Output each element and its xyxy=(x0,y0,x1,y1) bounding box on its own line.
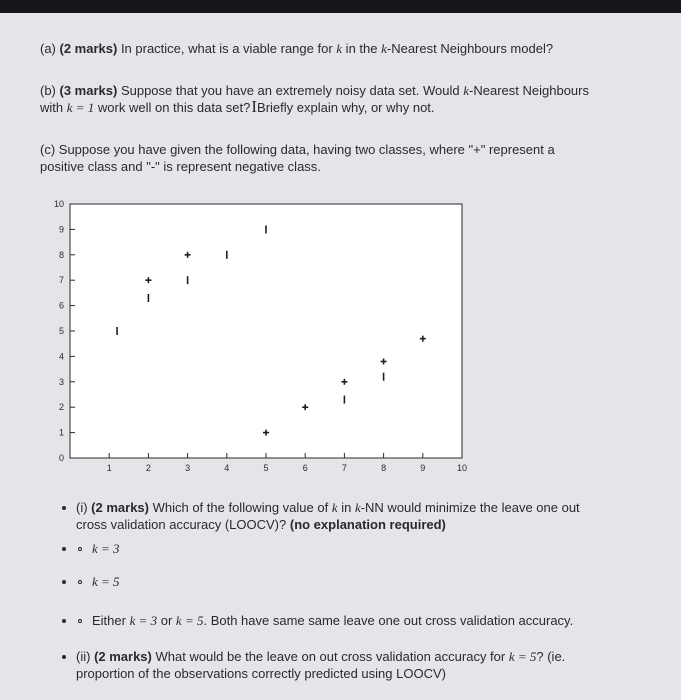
y-tick-label: 1 xyxy=(58,427,64,438)
y-tick-label: 6 xyxy=(58,300,64,311)
option-k5-label: k = 5 xyxy=(92,574,120,589)
radio-circle-icon[interactable] xyxy=(78,580,82,584)
y-tick-label: 3 xyxy=(58,376,64,387)
bullet-icon xyxy=(62,506,66,510)
x-tick-label: 5 xyxy=(263,463,269,473)
part-ii-keq: k = 5 xyxy=(508,649,537,664)
qa-k: k xyxy=(336,41,343,56)
part-i-label: (i) xyxy=(76,500,88,515)
question-a xyxy=(40,40,640,57)
qb-text3: with xyxy=(40,100,67,115)
qa-label: (a) xyxy=(40,41,56,56)
qb-text4: work well on this data set? xyxy=(94,100,251,115)
x-tick-label: 4 xyxy=(224,463,230,473)
x-tick-label: 10 xyxy=(456,463,468,473)
qb-text2: -Nearest Neighbours xyxy=(469,83,589,98)
option-either-k1: k = 3 xyxy=(129,613,158,628)
radio-circle-icon[interactable] xyxy=(78,547,82,551)
option-either-text-c: . Both have same same leave one out cross validation accuracy. xyxy=(203,613,574,628)
question-c xyxy=(40,141,640,175)
part-i-k2: k xyxy=(354,500,361,515)
option-either-text-a: Either xyxy=(92,613,130,628)
y-tick-label: 2 xyxy=(58,402,64,413)
y-tick-label: 10 xyxy=(53,199,64,209)
y-tick-label: 5 xyxy=(58,326,64,336)
qc-line2: positive class and "-" is represent negative class. xyxy=(40,159,321,174)
qb-text1: Suppose that you have an extremely noisy data set. Would xyxy=(117,83,464,98)
question-b xyxy=(40,82,640,116)
qb-label: (b) xyxy=(40,83,56,98)
y-tick-label: 8 xyxy=(58,249,64,260)
bullet-icon xyxy=(62,655,66,659)
x-tick-label: 7 xyxy=(341,463,347,473)
part-ii xyxy=(76,648,656,682)
part-ii-line2: proportion of the observations correctly predicted using LOOCV) xyxy=(76,666,446,681)
top-bar xyxy=(0,0,681,13)
y-tick-label: 0 xyxy=(58,453,64,463)
part-i-k: k xyxy=(331,500,338,515)
part-i-marks: (2 marks) xyxy=(91,500,149,515)
y-tick-label: 7 xyxy=(58,275,64,286)
qb-text5: Briefly explain why, or why not. xyxy=(257,100,435,115)
part-ii-text2: ? (ie. xyxy=(536,649,566,664)
bullet-icon xyxy=(62,619,66,623)
part-i-text3: -NN would minimize the leave one out xyxy=(360,500,580,515)
option-k5[interactable] xyxy=(92,573,120,590)
bullet-icon xyxy=(62,580,66,584)
qb-marks: (3 marks) xyxy=(59,83,118,98)
y-tick-label: 4 xyxy=(58,351,64,362)
qc-line1: (c) Suppose you have given the following data, having two classes, where "+" represent a xyxy=(40,142,555,157)
part-ii-marks: (2 marks) xyxy=(94,649,152,664)
option-either-text-b: or xyxy=(157,613,176,628)
qa-text-mid: in the xyxy=(342,41,382,56)
part-i-text2: in xyxy=(337,500,355,515)
qb-k: k xyxy=(463,83,470,98)
y-tick-label: 9 xyxy=(58,224,64,235)
option-k3[interactable] xyxy=(92,540,120,557)
x-tick-label: 6 xyxy=(302,463,308,473)
qa-marks: (2 marks) xyxy=(59,41,118,56)
x-tick-label: 1 xyxy=(106,463,112,473)
part-ii-text1: What would be the leave on out cross validation accuracy for xyxy=(151,649,509,664)
qa-text: In practice, what is a viable range for xyxy=(117,41,337,56)
scatter-plot xyxy=(38,196,488,486)
part-i-bold: (no explanation required) xyxy=(289,517,446,532)
part-i-line2: cross validation accuracy (LOOCV)? xyxy=(76,517,290,532)
x-tick-label: 3 xyxy=(185,463,191,473)
qb-keq: k = 1 xyxy=(66,100,95,115)
option-either-k2: k = 5 xyxy=(175,613,204,628)
x-tick-label: 9 xyxy=(420,463,426,473)
x-tick-label: 2 xyxy=(145,463,151,473)
plot-frame xyxy=(70,204,462,458)
option-either[interactable] xyxy=(92,612,652,629)
text-cursor-icon: I xyxy=(251,97,258,116)
qa-k2: k xyxy=(381,41,387,56)
radio-circle-icon[interactable] xyxy=(78,619,82,623)
part-i-text1: Which of the following value of xyxy=(148,500,332,515)
qa-text-after: -Nearest Neighbours model? xyxy=(386,41,554,56)
bullet-icon xyxy=(62,547,66,551)
x-tick-label: 8 xyxy=(381,463,387,473)
part-ii-label: (ii) xyxy=(76,649,91,664)
part-i xyxy=(76,499,636,533)
option-k3-label: k = 3 xyxy=(92,541,120,556)
